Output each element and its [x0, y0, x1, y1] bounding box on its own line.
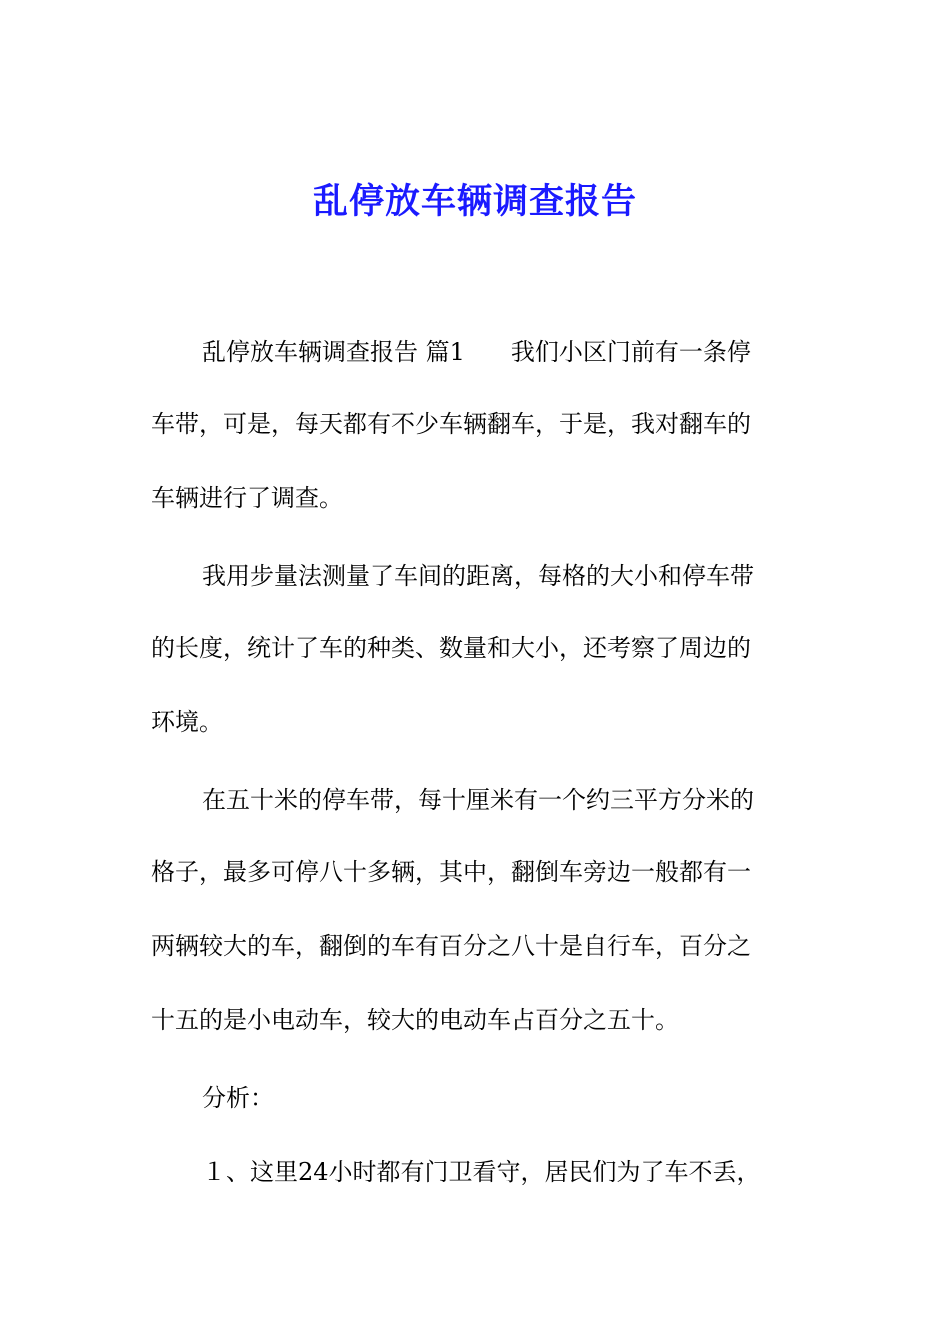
analysis-heading: 分析： [202, 1084, 274, 1112]
paragraph-1-text: 我们小区门前有一条停 [510, 338, 751, 366]
section-heading: 乱停放车辆调查报告 篇1 [202, 338, 465, 366]
analysis-item-1: １、这里24小时都有门卫看守，居民们为了车不丢， [202, 1158, 761, 1186]
paragraph-2-line-3: 环境。 [151, 708, 223, 736]
paragraph-3-line-4: 十五的是小电动车，较大的电动车占百分之五十。 [151, 1006, 679, 1034]
paragraph-1-line-1 [202, 334, 862, 370]
paragraph-3-line-1: 在五十米的停车带，每十厘米有一个约三平方分米的 [202, 786, 754, 814]
paragraph-1-line-3: 车辆进行了调查。 [151, 484, 343, 512]
paragraph-3-line-2: 格子，最多可停八十多辆，其中，翻倒车旁边一般都有一 [151, 858, 751, 886]
paragraph-1-line-2: 车带，可是，每天都有不少车辆翻车，于是，我对翻车的 [151, 410, 751, 438]
paragraph-3-line-3: 两辆较大的车，翻倒的车有百分之八十是自行车，百分之 [151, 932, 751, 960]
paragraph-2-line-2: 的长度，统计了车的种类、数量和大小，还考察了周边的 [151, 634, 751, 662]
paragraph-2-line-1: 我用步量法测量了车间的距离，每格的大小和停车带 [202, 562, 754, 590]
document-title: 乱停放车辆调查报告 [312, 181, 637, 222]
